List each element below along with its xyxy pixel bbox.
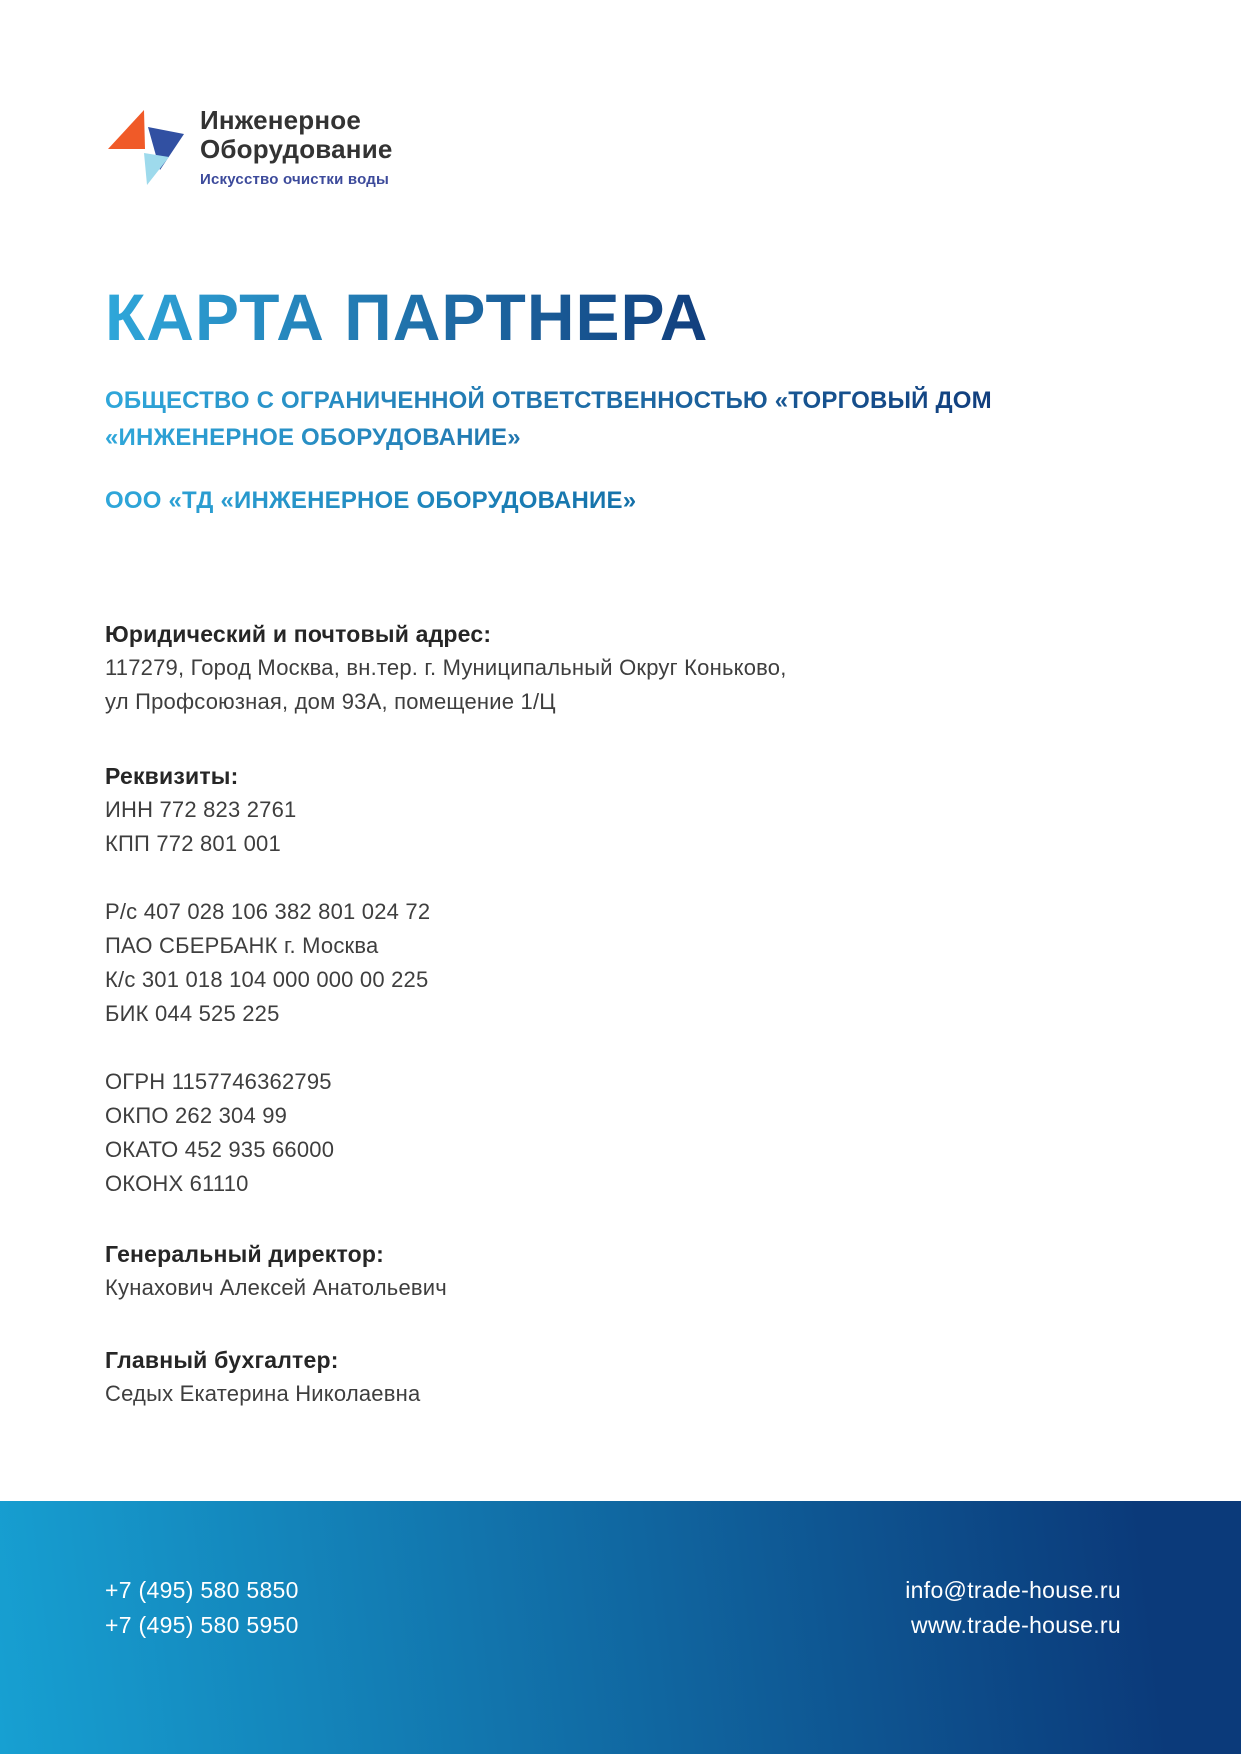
- logo: [108, 0, 1241, 188]
- page-title: [105, 280, 1241, 354]
- company-full-name: [105, 382, 1121, 456]
- company-full-name-line1: ОБЩЕСТВО С ОГРАНИЧЕННОЙ ОТВЕТСТВЕННОСТЬЮ «ТОРГОВЫЙ ДОМ: [105, 387, 992, 414]
- director-label: Генеральный директор:: [105, 1241, 385, 1267]
- company-short-name-text: ООО «ТД «ИНЖЕНЕРНОЕ ОБОРУДОВАНИЕ»: [105, 482, 636, 519]
- ogrn-line: ОГРН 1157746362795: [105, 1069, 332, 1094]
- bik-line: БИК 044 525 225: [105, 1001, 280, 1026]
- requisites-group-codes: [105, 1065, 1121, 1201]
- requisites-label: Реквизиты:: [105, 763, 239, 789]
- logo-tagline: Искусство очистки воды: [200, 171, 390, 188]
- footer-email: info@trade-house.ru: [905, 1577, 1121, 1603]
- footer-website: www.trade-house.ru: [911, 1612, 1121, 1638]
- logo-mark-icon: [108, 110, 184, 186]
- kpp-line: КПП 772 801 001: [105, 831, 281, 856]
- address-line1: 117279, Город Москва, вн.тер. г. Муниципальный Округ Коньково,: [105, 655, 787, 680]
- accountant-section: [105, 1343, 1121, 1411]
- director-section: [105, 1237, 1121, 1305]
- logo-name: [200, 106, 393, 164]
- address-label: Юридический и почтовый адрес:: [105, 621, 492, 647]
- company-short-name: [105, 482, 1121, 519]
- requisites-section: [105, 759, 1121, 1201]
- footer: [0, 1501, 1241, 1754]
- inn-line: ИНН 772 823 2761: [105, 797, 297, 822]
- address-line2: ул Профсоюзная, дом 93А, помещение 1/Ц: [105, 689, 556, 714]
- requisites-group-tax: [105, 793, 1121, 861]
- logo-name-line1: Инженерное: [200, 105, 362, 135]
- address-section: [105, 617, 1121, 719]
- settlement-account-line: Р/с 407 028 106 382 801 024 72: [105, 899, 431, 924]
- okpo-line: ОКПО 262 304 99: [105, 1103, 288, 1128]
- accountant-name: Седых Екатерина Николаевна: [105, 1381, 421, 1406]
- logo-text: [200, 106, 393, 188]
- footer-phone-1: +7 (495) 580 5850: [105, 1577, 299, 1603]
- requisites-group-bank: [105, 895, 1121, 1031]
- accountant-label: Главный бухгалтер:: [105, 1347, 339, 1373]
- company-full-name-line2: «ИНЖЕНЕРНОЕ ОБОРУДОВАНИЕ»: [105, 424, 521, 451]
- director-name: Кунахович Алексей Анатольевич: [105, 1275, 447, 1300]
- details: [105, 617, 1121, 1411]
- page-title-text: КАРТА ПАРТНЕРА: [105, 280, 709, 354]
- correspondent-account-line: К/с 301 018 104 000 000 00 225: [105, 967, 429, 992]
- logo-name-line2: Оборудование: [200, 134, 393, 164]
- footer-phone-2: +7 (495) 580 5950: [105, 1612, 299, 1638]
- okonh-line: ОКОНХ 61110: [105, 1171, 249, 1196]
- okato-line: ОКАТО 452 935 66000: [105, 1137, 335, 1162]
- footer-phones: [105, 1573, 299, 1643]
- company-full-name-text: [105, 382, 992, 456]
- footer-web-contacts: [905, 1573, 1121, 1643]
- bank-name-line: ПАО СБЕРБАНК г. Москва: [105, 933, 379, 958]
